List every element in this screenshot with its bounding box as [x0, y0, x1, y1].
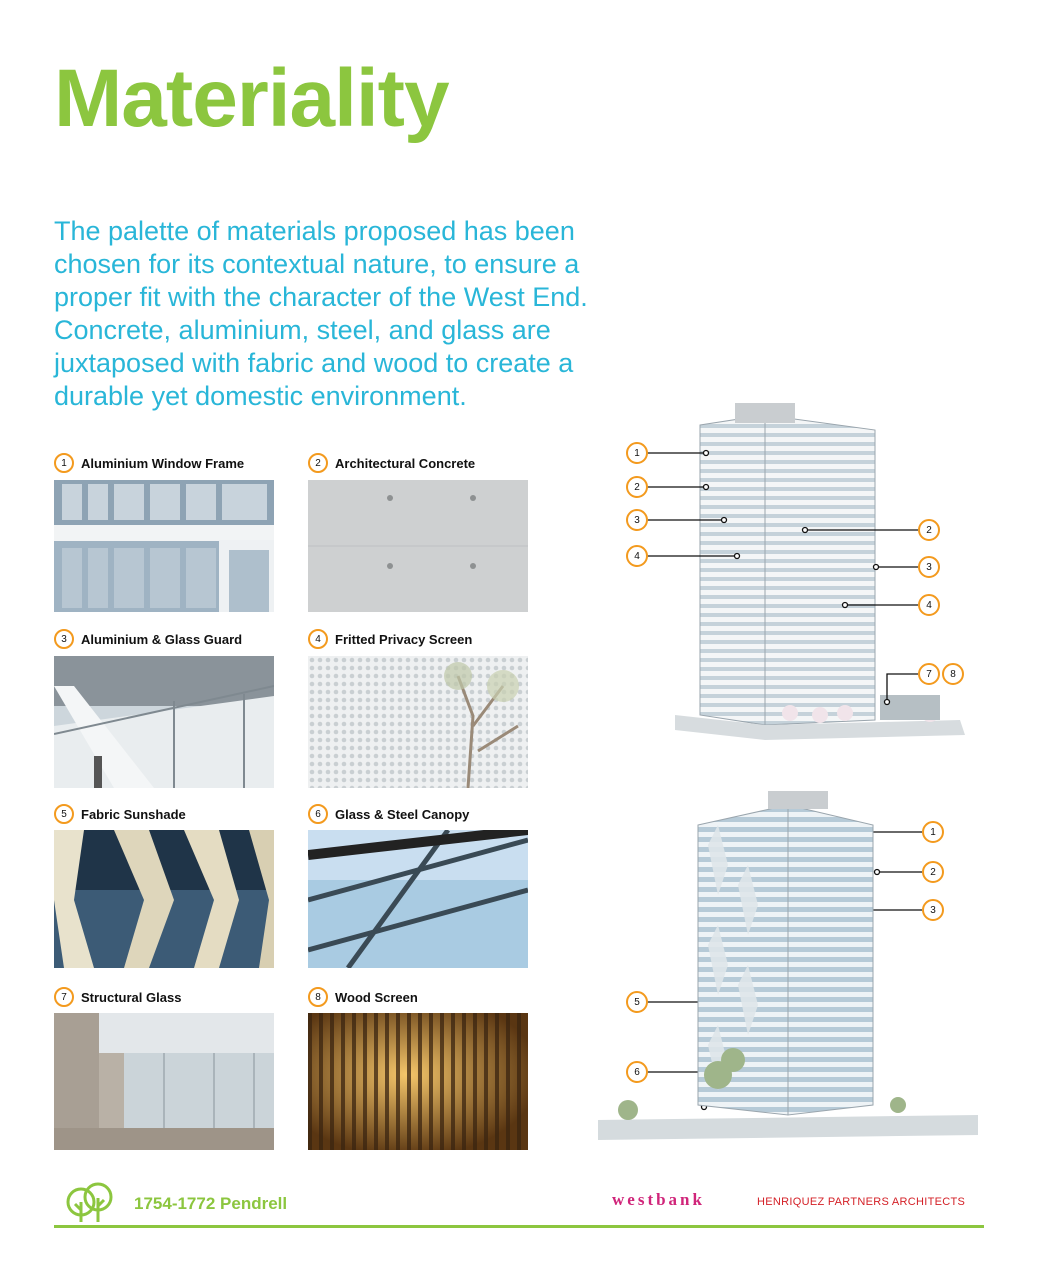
tower1-callout-2-right: 2: [918, 519, 940, 541]
tower2-callout-3: 3: [922, 899, 944, 921]
tower-rendering-side: [598, 785, 978, 1145]
material-number-8: 8: [308, 987, 328, 1007]
footer-rule: [54, 1225, 984, 1228]
tower1-callout-1: 1: [626, 442, 648, 464]
material-number-4: 4: [308, 629, 328, 649]
material-name-5: Fabric Sunshade: [81, 806, 186, 822]
intro-paragraph: The palette of materials proposed has been chosen for its contextual nature, to ensure a proper fit with the character of the West End. Concrete, aluminium, steel, and glass are juxtaposed with fabric and wood to create a durable yet domestic environment.: [54, 216, 588, 411]
tower1-callout-8: 8: [942, 663, 964, 685]
tower1-callout-4: 4: [626, 545, 648, 567]
material-number-2: 2: [308, 453, 328, 473]
tower2-callout-2: 2: [922, 861, 944, 883]
architect-logo: HENRIQUEZ PARTNERS ARCHITECTS: [757, 1196, 966, 1208]
project-address: 1754-1772 Pendrell: [134, 1194, 288, 1213]
tower2-callout-5: 5: [626, 991, 648, 1013]
material-name-4: Fritted Privacy Screen: [335, 631, 473, 647]
material-number-6: 6: [308, 804, 328, 824]
tower2-callout-6: 6: [626, 1061, 648, 1083]
material-number-5: 5: [54, 804, 74, 824]
material-number-7: 7: [54, 987, 74, 1007]
tower1-callout-7: 7: [918, 663, 940, 685]
tower1-callout-3-right: 3: [918, 556, 940, 578]
material-name-1: Aluminium Window Frame: [81, 455, 245, 471]
tower1-callout-2: 2: [626, 476, 648, 498]
tree-logo-icon: [64, 1180, 124, 1229]
material-name-7: Structural Glass: [81, 989, 182, 1005]
material-name-2: Architectural Concrete: [335, 455, 476, 471]
material-name-8: Wood Screen: [335, 989, 418, 1005]
tower1-callout-3: 3: [626, 509, 648, 531]
material-name-3: Aluminium & Glass Guard: [81, 631, 243, 647]
tower2-callout-1: 1: [922, 821, 944, 843]
material-name-6: Glass & Steel Canopy: [335, 806, 470, 822]
page-title: Materiality: [54, 53, 449, 144]
developer-logo: westbank: [612, 1190, 705, 1209]
material-number-3: 3: [54, 629, 74, 649]
material-number-1: 1: [54, 453, 74, 473]
tower1-callout-4-right: 4: [918, 594, 940, 616]
